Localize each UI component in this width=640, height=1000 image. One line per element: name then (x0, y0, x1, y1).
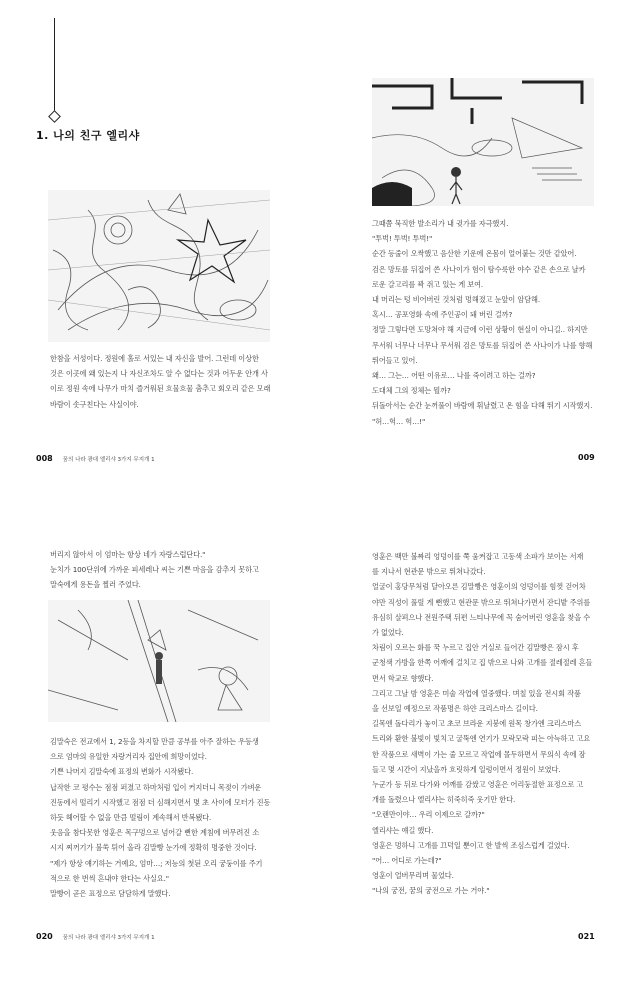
text-line: 순간 등줄이 오싹했고 음산한 기운에 온몸이 얼어붙는 것만 같았어. (372, 249, 577, 259)
text-line: 을 선보일 예정으로 작품명은 하얀 크리스마스 길이다. (372, 704, 538, 714)
text-line: 말빵이 곧은 표정으로 담담하게 말했다. (50, 889, 171, 899)
text-line: 면서 학교로 향했다. (372, 673, 434, 683)
page-020-body-bottom (50, 734, 270, 901)
text-line: 엘리샤는 얘길 했다. (372, 825, 434, 835)
text-line: 한 작품으로 새벽이 가는 줄 모르고 작업에 몰두하면서 무의식 속에 잠 (372, 749, 586, 759)
text-line: 시지 찌꺼기가 불쑥 튀어 올라 김말빵 눈가에 정확히 명중한 것이다. (50, 843, 257, 853)
chapter-rule (54, 18, 55, 113)
text-line: 웃음을 참다못한 영훈은 목구멍으로 넘어갈 뻔한 계침에 버무려진 소 (50, 828, 260, 838)
text-line: 를 지나서 현관문 밖으로 뛰쳐나갔다. (372, 567, 486, 577)
running-title: 꿈의 나라 광대 엘리샤 3가지 무지개 1 (62, 456, 155, 463)
text-line: 얼굴이 홍당무처럼 달아오른 김말빵은 영훈이의 엉덩이를 힘껏 걷어차 (372, 582, 586, 592)
text-line: 그때쯤 묵직한 발소리가 내 귓가를 자극했지. (372, 219, 509, 228)
text-line: 트리와 환한 불빛이 빛치고 굴뚝엔 연기가 모락모락 피는 아늑하고 고요 (372, 734, 591, 744)
diamond-ornament-icon (48, 110, 61, 123)
text-line: 적으로 한 번씩 흔내야 한다는 사실요." (50, 873, 169, 883)
text-line: 정말 그렇다면 도망쳐야 해 지금에 이런 상황이 현실이 아니길.. 하지만 (372, 325, 588, 335)
text-line: 그리고 그날 밤 영훈은 미술 작업에 열중했다. 며칠 있을 전시회 작품 (372, 688, 581, 698)
text-line: 진동에서 떨리기 시작했고 점점 더 심해지면서 몇 초 사이에 모터가 진동 (50, 797, 271, 807)
text-line: "허…헉… 헉…!" (372, 416, 426, 426)
text-line: 길목엔 돌다리가 놓이고 초코 브라운 지붕에 원목 창가엔 크리스마스 (372, 719, 582, 729)
text-line: "제가 항상 얘기하는 거예요, 엄마…; 저능의 첫된 오리 궁둥이를 주기 (50, 858, 263, 868)
text-line: 것은 이곳에 왜 있는지 나 자신조차도 알 수 없다는 것과 어두운 안개 사 (50, 369, 268, 379)
page-008-body (50, 351, 270, 412)
text-line: 누군가 등 뒤로 다가와 어깨를 감쌌고 영훈은 어리둥절한 표정으로 고 (372, 780, 584, 790)
illustration-hanging-figures-sketch (48, 600, 270, 722)
page-021-body (372, 549, 592, 899)
text-line: 검은 망토를 뒤집어 쓴 사나이가 험이 탐수룩한 야수 같은 손으로 날카 (372, 264, 586, 274)
text-line: 한참을 서성이다. 정원에 홀로 서있는 내 자신을 발어. 그런데 이상한 (50, 354, 259, 363)
text-line: 개를 돌렸으나 엘리샤는 히죽히죽 웃기만 한다. (372, 795, 516, 805)
illustration-maze-sketch (372, 78, 594, 206)
text-line: 하듯 헤어할 수 없을 만큼 떨림이 계속해서 반복됐다. (50, 813, 212, 823)
text-line: "오랜만이야… 우리 이제으로 갈까?" (372, 810, 485, 820)
text-line: 뛰어들고 있어. (372, 355, 418, 365)
text-line: 버리지 않아서 이 엄마는 항상 네가 자랑스럽단다." (50, 550, 206, 559)
text-line: 납작한 코 평수는 점점 퍼졌고 하마처럼 입이 커지더니 목젖이 가벼운 (50, 782, 262, 792)
text-line: 무서워 너무나 너무나 무서워 검은 망토를 뒤집어 쓴 사나이가 나를 향해 (372, 340, 593, 350)
page-number-009: 009 (578, 453, 595, 462)
text-line: 으로 엄마의 유일한 자랑거리자 집안에 희망이었다. (50, 752, 207, 762)
text-line: 왜… 그는… 어떤 이유로… 나를 죽이려고 하는 걸까? (372, 371, 536, 381)
text-line: 군청색 가방을 한쪽 어깨에 걸치고 집 밖으로 나와 고개를 절레절레 흔들 (372, 658, 593, 668)
text-line: 뒤돌아서는 순간 눈꺼풀이 바람에 휘날렸고 온 힘을 다해 뛰기 시작했지. (372, 401, 593, 411)
text-line: 야만 직성이 풀릴 게 뻔했고 현관문 밖으로 뛰쳐나가면서 잔디밭 주위를 (372, 597, 591, 607)
text-line: 혹시… 공포영화 속에 주인공이 돼 버린 걸까? (372, 310, 513, 320)
text-line: 김말숙은 전교에서 1, 2등을 차지할 만큼 공부를 아주 잘하는 우등생 (50, 737, 259, 746)
footer-page-020 (36, 932, 155, 941)
illustration-garden-sketch (48, 190, 270, 342)
text-line: 로운 갈고리를 꽉 쥐고 있는 게 보여. (372, 279, 484, 289)
text-line: 차림이 오르는 화를 꾹 누르고 집안 거실로 들어간 김말빵은 잠시 후 (372, 643, 579, 653)
page-number-021: 021 (578, 932, 595, 941)
page-number: 020 (36, 932, 53, 941)
text-line: 들고 몇 시간이 지났을까 흐릿하게 일렁이면서 정원이 보였다. (372, 764, 561, 774)
text-line: "어… 어디로 가는데?" (372, 856, 442, 866)
text-line: 기쁜 나머지 김말숙에 표정의 변화가 시작됐다. (50, 767, 194, 777)
text-line: 영훈이 얼버무리며 물었다. (372, 871, 454, 881)
page-number: 008 (36, 454, 53, 463)
text-line: 바람이 솟구친다는 사실이야. (50, 399, 139, 409)
text-line: "투벅! 투벅! 투벅!" (372, 234, 433, 244)
text-line: 눈치가 100단위에 가까운 피세레나 씨는 기쁜 마음을 감추지 못하고 (50, 565, 259, 575)
text-line: 유심히 살펴으나 전원주택 뒤편 느티나무에 꼭 숨어버린 영훈을 찾을 수 (372, 612, 591, 622)
text-line: 말숙에게 용돈을 찔러 주었다. (50, 580, 141, 590)
text-line: 영훈은 백만 불짜리 엉덩이를 쭉 움켜잡고 고동색 소파가 보이는 서재 (372, 552, 584, 561)
running-title: 꿈의 나라 광대 엘리샤 3가지 무지개 1 (62, 934, 155, 941)
page-009-body (372, 216, 592, 429)
chapter-title: 1. 나의 친구 엘리샤 (36, 129, 140, 142)
text-line: 이로 정원 속에 나무가 마치 즐거워된 흐물흐물 춤추고 회오리 같은 모래 (50, 384, 271, 394)
text-line: "나의 궁전, 꿈의 궁전으로 가는 거야." (372, 886, 490, 896)
text-line: 영훈은 멍하니 고개를 끄덕일 뿐이고 한 발씩 조심스럽게 걸었다. (372, 840, 570, 850)
text-line: 도대체 그의 정체는 뭘까? (372, 386, 451, 396)
text-line: 가 없었다. (372, 628, 404, 638)
text-line: 내 머리는 텅 비어버린 것처럼 멍해졌고 눈앞이 암담해. (372, 295, 541, 305)
footer-page-008 (36, 454, 155, 463)
page-020-body-top (50, 547, 259, 593)
